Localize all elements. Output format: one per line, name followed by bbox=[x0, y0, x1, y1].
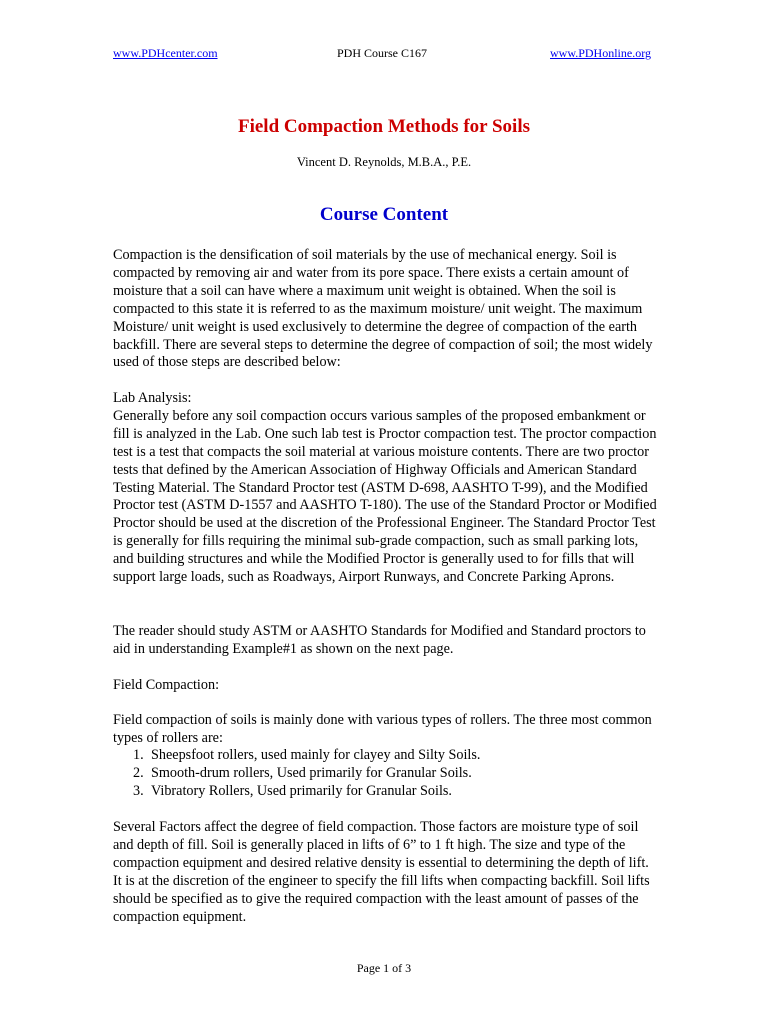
list-item bbox=[113, 783, 658, 801]
section-heading: Course Content bbox=[319, 204, 449, 225]
lab-analysis-section bbox=[113, 390, 658, 587]
course-number: PDH Course C167 bbox=[336, 46, 427, 60]
intro-paragraph: Compaction is the densification of soil materials by the use of mechanical energy. Soil is compacted by removing air and water from its pore space. There exists a certain amount of moisture that a soil can have where a maximum unit weight is obtained. When the soil is compacted to this state it is referred to as the maximum moisture/ unit weight. The maximum Moisture/ unit weight is used exclusively to determine the degree of compaction of the earth backfill. There are several steps to determine the degree of compaction of soil; the most widely used of those steps are described below: bbox=[113, 247, 653, 371]
list-item-number: 3. bbox=[133, 782, 144, 799]
page-header bbox=[113, 46, 651, 64]
reader-note-paragraph: The reader should study ASTM or AASHTO Standards for Modified and Standard proctors to aid in understanding Example#1 as shown on the next page. bbox=[113, 623, 646, 657]
page-number: Page 1 of 3 bbox=[356, 961, 412, 975]
list-item-text: Vibratory Rollers, Used primarily for Granular Soils. bbox=[151, 782, 452, 799]
author-line: Vincent D. Reynolds, M.B.A., P.E. bbox=[296, 155, 472, 169]
factors-paragraph: Several Factors affect the degree of field compaction. Those factors are moisture type of soil and depth of fill. Soil is generally placed in lifts of 6” to 1 ft high. The size and type of the compaction equipment and desired relative density is essential to determining the depth of lift. It is at the discretion of the engineer to specify the fill lifts when compacting backfill. Soil lifts should be specified as to give the required compaction with the least amount of passes of the compaction equipment. bbox=[113, 819, 650, 925]
lab-analysis-paragraph: Generally before any soil compaction occurs various samples of the proposed embankment or fill is analyzed in the Lab. One such lab test is Proctor compaction test. The proctor compaction test is a test that compacts the soil material at various moisture contents. There are two proctor tests that defined by the American Association of Highway Officials and American Standard Testing Material. The Standard Proctor test (ASTM D-698, AASHTO T-99), and the Modified Proctor test (ASTM D-1557 and AASHTO T-180). The use of the Standard Proctor or Modified Proctor should be used at the discretion of the Professional Engineer. The Standard Proctor Test is generally for fills requiring the minimal sub-grade compaction, such as small parking lots, and building structures and while the Modified Proctor is generally used to for fills that will support large loads, such as Roadways, Airport Runways, and Concrete Parking Aprons. bbox=[113, 407, 657, 586]
field-compaction-paragraph: Field compaction of soils is mainly done with various types of rollers. The three most common types of rollers are: bbox=[113, 712, 652, 746]
list-item-text: Smooth-drum rollers, Used primarily for Granular Soils. bbox=[151, 764, 472, 781]
field-compaction-label: Field Compaction: bbox=[113, 677, 220, 693]
list-item-number: 1. bbox=[133, 747, 144, 763]
document-title: Field Compaction Methods for Soils bbox=[237, 116, 531, 137]
list-item-text: Sheepsfoot rollers, used mainly for clayey and Silty Soils. bbox=[151, 747, 481, 763]
list-item bbox=[113, 747, 658, 765]
roller-types-list bbox=[113, 747, 658, 801]
list-item bbox=[113, 765, 658, 783]
list-item-number: 2. bbox=[133, 764, 144, 781]
pdhonline-link[interactable]: www.PDHonline.org bbox=[550, 46, 651, 60]
pdhcenter-link[interactable]: www.PDHcenter.com bbox=[113, 46, 218, 60]
lab-analysis-label: Lab Analysis: bbox=[113, 390, 192, 406]
